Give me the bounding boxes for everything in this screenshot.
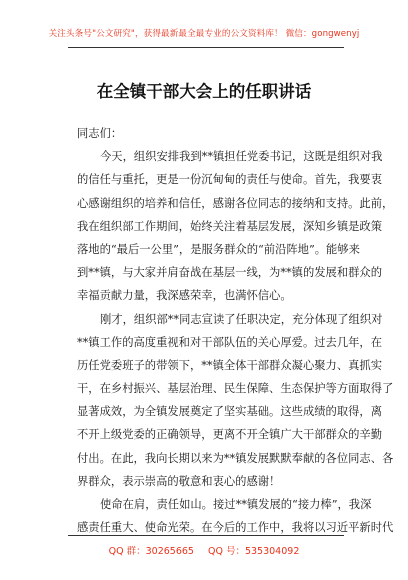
paragraph-line: **镇工作的高度重视和对干部队伍的关心厚爱。过去几年，在: [77, 335, 383, 349]
paragraph-line: 刚才，组织部**同志宣读了任职决定，充分体现了组织对: [100, 312, 383, 326]
paragraph-line: 到**镇，与大家并肩奋战在基层一线，为**镇的发展和群众的: [77, 266, 383, 280]
paragraph-line: 不开上级党委的正确领导，更离不开全镇广大干部群众的辛勤: [77, 428, 383, 442]
paragraph-line: 我在组织部工作期间，始终关注着基层发展，深知乡镇是政策: [77, 219, 383, 233]
salutation-line: 同志们：: [77, 127, 123, 140]
paragraph-line: 幸福贡献力量，我深感荣幸，也满怀信心。: [77, 289, 292, 303]
paragraph-line: 使命在肩，责任如山。接过**镇发展的“接力棒”，我深: [100, 498, 372, 511]
paragraph-line: 落地的“最后一公里”，是服务群众的“前沿阵地”。能够来: [77, 242, 360, 256]
paragraph-line: 今天，组织安排我到**镇担任党委书记，这既是组织对我: [100, 150, 383, 164]
document-title: 在全镇干部大会上的任职讲话: [96, 82, 312, 101]
paragraph-line: 干，在乡村振兴、基层治理、民生保障、生态保护等方面取得了: [77, 382, 394, 396]
paragraph-line: 历任党委班子的带领下，**镇全体干部群众凝心聚力、真抓实: [77, 358, 383, 372]
paragraph-line: 的信任与重托，更是一份沉甸甸的责任与使命。首先，我要衷: [77, 173, 383, 187]
header-promo-note: 关注头条号"公文研究"，获得最新最全最专业的公文资料库！ 微信：gongwenyj: [48, 29, 360, 39]
footer-divider: [68, 535, 344, 536]
paragraph-line: 显著成效，为全镇发展奠定了坚实基础。这些成绩的取得，离: [77, 405, 383, 419]
footer-contact: [0, 543, 408, 557]
paragraph-line: 界群众，表示崇高的敬意和衷心的感谢！: [77, 474, 281, 488]
paragraph-line: 感责任重大、使命光荣。在今后的工作中，我将以习近平新时代: [77, 521, 394, 535]
paragraph-line: 付出。在此，我向长期以来为**镇发展默默奉献的各位同志、各: [77, 451, 394, 465]
paragraph-line: 心感谢组织的培养和信任，感谢各位同志的接纳和支持。此前，: [77, 196, 394, 210]
document-body: [77, 122, 394, 539]
header-divider: [68, 47, 344, 48]
footer-qq-number: QQ 号：535304092: [207, 546, 300, 557]
footer-qq-group: QQ 群：30265665: [108, 546, 194, 557]
